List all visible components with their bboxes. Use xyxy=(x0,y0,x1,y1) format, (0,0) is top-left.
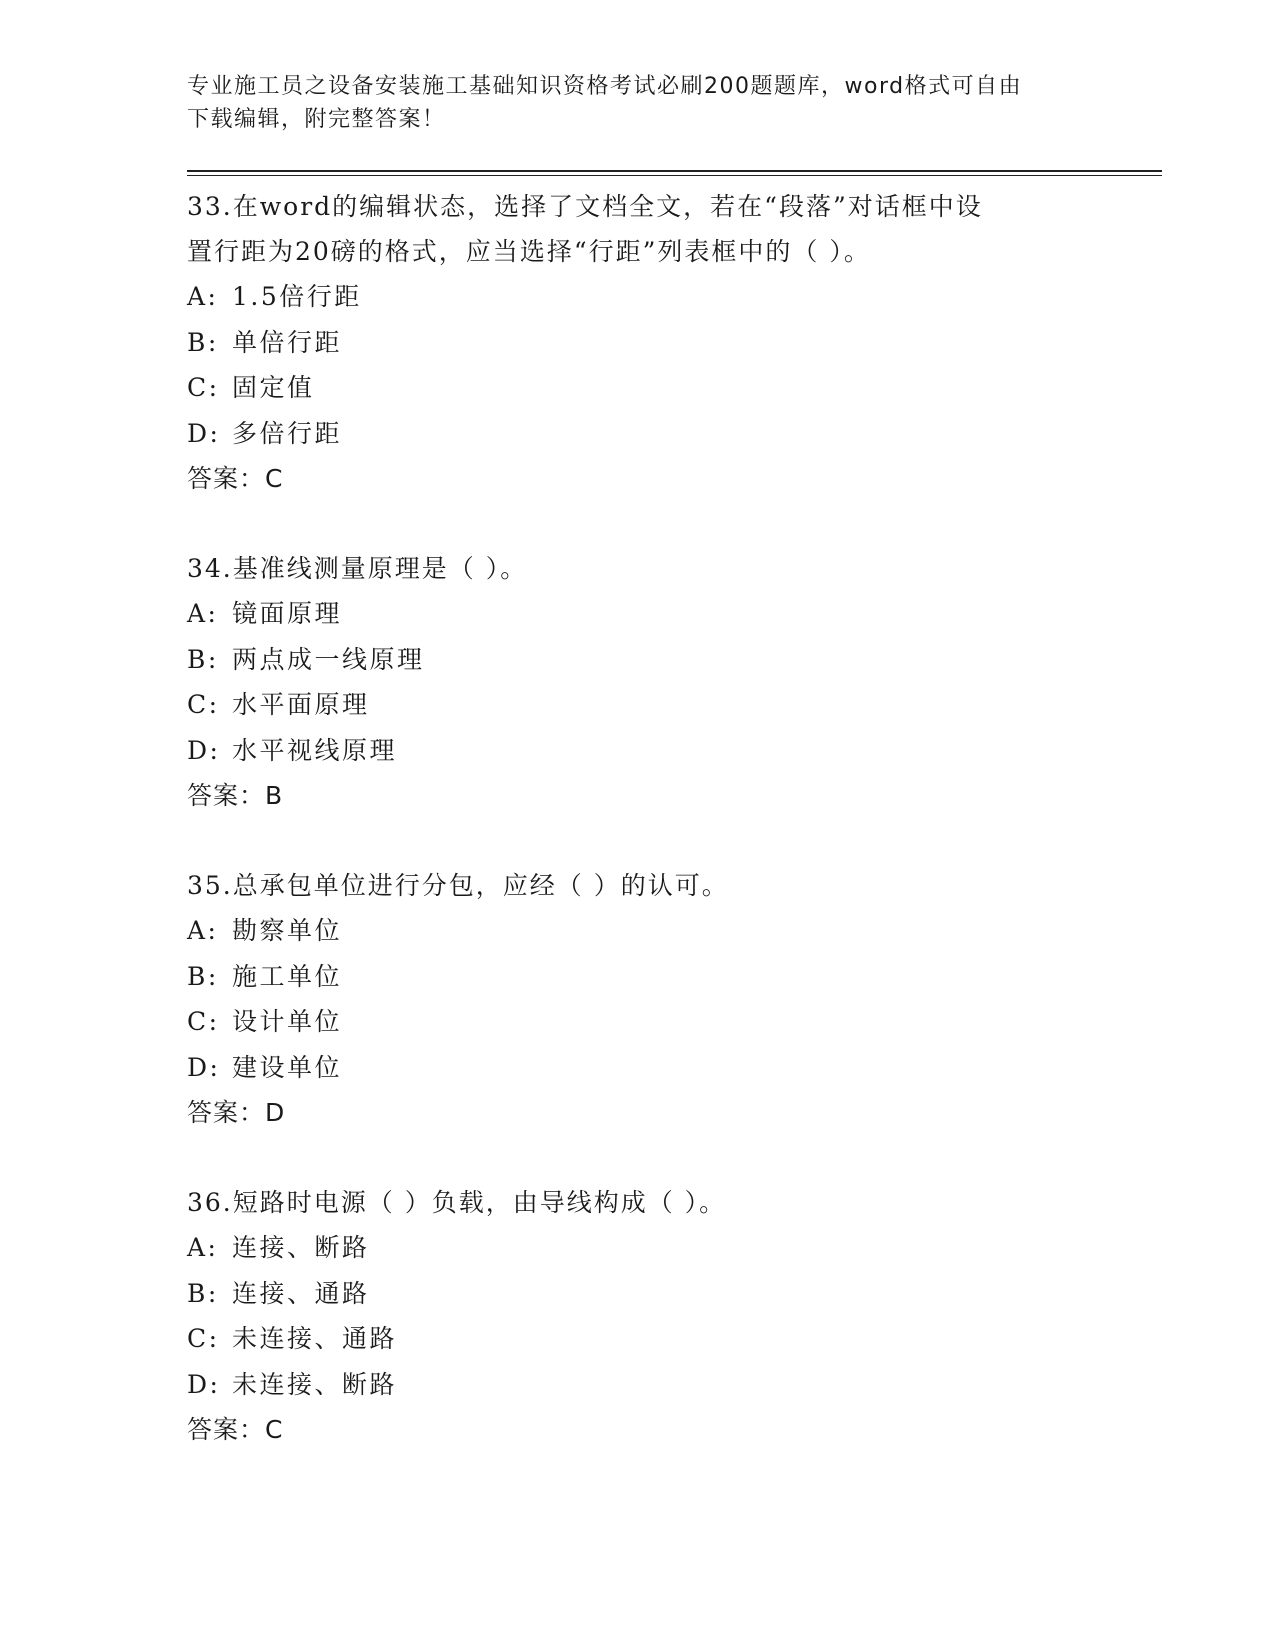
option-letter: C: xyxy=(187,1324,220,1353)
option-text: 固定值 xyxy=(232,373,315,402)
question-stem xyxy=(187,184,1067,274)
option-list xyxy=(187,908,1162,1090)
header-line-2: 下载编辑，附完整答案！ xyxy=(187,107,446,132)
question-item xyxy=(187,1180,1162,1452)
option-text: 两点成一线原理 xyxy=(232,644,425,674)
option-text: 设计单位 xyxy=(232,1007,343,1036)
option-2 xyxy=(187,637,1162,683)
question-stem-line-1: 35.总承包单位进行分包，应经（ ）的认可。 xyxy=(187,871,729,900)
option-letter: B: xyxy=(187,1278,219,1308)
option-letter: D: xyxy=(187,1052,221,1082)
document-page xyxy=(187,70,1162,1452)
question-item xyxy=(187,863,1162,1135)
option-letter: D: xyxy=(187,735,221,765)
question-stem xyxy=(187,863,1067,908)
option-text: 未连接、通路 xyxy=(232,1324,398,1353)
question-item xyxy=(187,184,1162,501)
question-stem-line-1: 33.在word的编辑状态，选择了文档全文，若在“段落”对话框中设 xyxy=(187,192,983,221)
option-text: 建设单位 xyxy=(232,1052,343,1082)
question-item xyxy=(187,546,1162,818)
option-3 xyxy=(187,1316,1162,1362)
question-spacer xyxy=(187,501,1162,546)
option-letter: A: xyxy=(187,599,219,628)
option-text: 未连接、断路 xyxy=(232,1369,398,1399)
question-stem xyxy=(187,546,1067,591)
option-letter: C: xyxy=(187,1007,220,1036)
option-text: 镜面原理 xyxy=(232,599,343,628)
option-letter: A: xyxy=(187,916,219,945)
option-3 xyxy=(187,999,1162,1045)
option-text: 水平面原理 xyxy=(232,690,370,719)
option-list xyxy=(187,1225,1162,1407)
option-4 xyxy=(187,728,1162,774)
question-stem-line-2: 置行距为20磅的格式，应当选择“行距”列表框中的（ ）。 xyxy=(187,237,871,266)
option-letter: B: xyxy=(187,327,219,357)
option-2 xyxy=(187,1271,1162,1317)
header-rule-thick xyxy=(187,170,1162,172)
option-text: 水平视线原理 xyxy=(232,735,398,765)
option-text: 1.5倍行距 xyxy=(232,282,362,311)
option-text: 勘察单位 xyxy=(232,916,343,945)
question-stem xyxy=(187,1180,1067,1225)
option-2 xyxy=(187,954,1162,1000)
option-1 xyxy=(187,591,1162,637)
option-text: 施工单位 xyxy=(232,961,343,991)
question-list xyxy=(187,184,1162,1452)
option-3 xyxy=(187,682,1162,728)
question-stem-line-1: 34.基准线测量原理是（ ）。 xyxy=(187,554,528,583)
header-rule-thin xyxy=(187,175,1162,176)
option-4 xyxy=(187,411,1162,457)
option-text: 单倍行距 xyxy=(232,327,343,357)
option-letter: B: xyxy=(187,644,219,674)
option-text: 多倍行距 xyxy=(232,418,343,448)
option-letter: A: xyxy=(187,1233,219,1262)
question-stem-line-1: 36.短路时电源（ ）负载，由导线构成（ ）。 xyxy=(187,1188,727,1217)
header-line-1: 专业施工员之设备安装施工基础知识资格考试必刷200题题库，word格式可自由 xyxy=(187,74,1023,99)
option-text: 连接、断路 xyxy=(232,1233,370,1262)
answer-line: 答案：C xyxy=(187,464,284,493)
option-list xyxy=(187,591,1162,773)
option-letter: A: xyxy=(187,282,219,311)
option-1 xyxy=(187,1225,1162,1271)
answer-line: 答案：C xyxy=(187,1415,284,1444)
option-3 xyxy=(187,365,1162,411)
option-4 xyxy=(187,1045,1162,1091)
question-spacer xyxy=(187,818,1162,863)
option-2 xyxy=(187,320,1162,366)
option-1 xyxy=(187,908,1162,954)
document-header xyxy=(187,70,1087,136)
option-letter: C: xyxy=(187,373,220,402)
option-letter: C: xyxy=(187,690,220,719)
option-letter: D: xyxy=(187,1369,221,1399)
option-1 xyxy=(187,274,1162,320)
answer-line: 答案：D xyxy=(187,1098,286,1127)
option-letter: B: xyxy=(187,961,219,991)
question-spacer xyxy=(187,1135,1162,1180)
option-letter: D: xyxy=(187,418,221,448)
option-text: 连接、通路 xyxy=(232,1278,370,1308)
option-list xyxy=(187,274,1162,456)
option-4 xyxy=(187,1362,1162,1408)
answer-line: 答案：B xyxy=(187,781,284,810)
